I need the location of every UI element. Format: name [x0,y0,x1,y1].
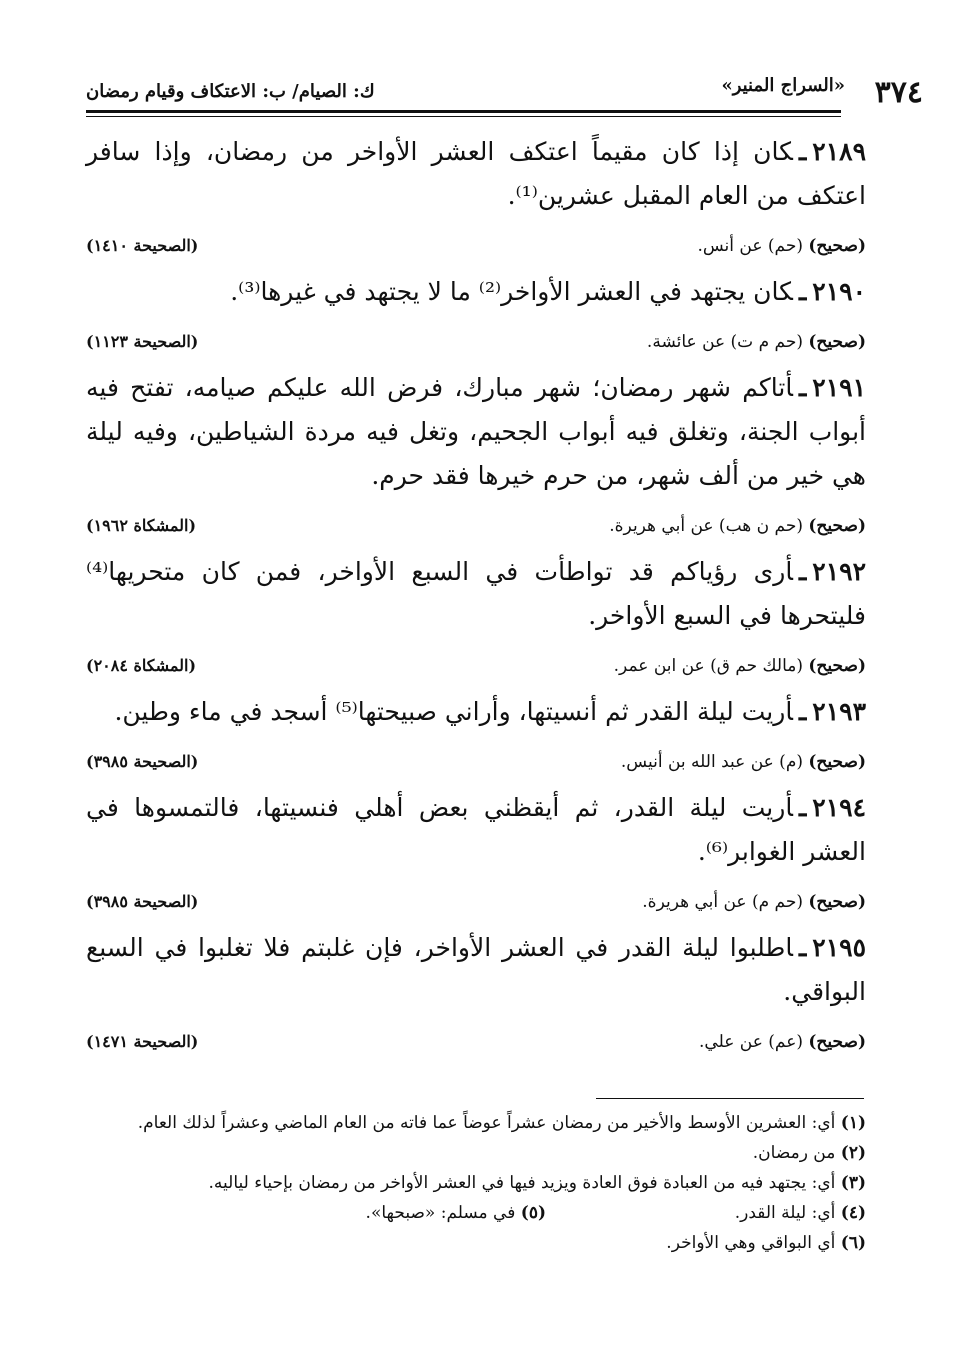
grade-line [86,746,866,778]
hadith-body: كان إذا كان مقيماً اعتكف العشر الأواخر من رمضان، وإذا سافر اعتكف من العام المقبل عشرين⁽¹⁾. [86,137,866,210]
hadith-body: اطلبوا ليلة القدر في العشر الأواخر، فإن غلبتم فلا تغلبوا في السبع البواقي. [86,933,866,1006]
hadith-body: أرى رؤياكم قد تواطأت في السبع الأواخر، فمن كان متحريها⁽⁴⁾ فليتحرها في السبع الأواخر. [86,557,866,630]
hadith-dash: ـ [798,793,807,822]
footnote-text: من رمضان. [752,1143,836,1163]
hadith-entry [86,270,866,358]
hadith-dash: ـ [798,557,807,586]
footnotes [86,1108,866,1258]
grade-line [86,886,866,918]
header-rule [86,110,841,113]
hadith-text [86,550,866,638]
hadith-number: ٢١٩٥ [812,933,866,962]
grade: (صحيح) [808,752,866,772]
footnote-number: (٤) [840,1203,866,1223]
hadith-dash: ـ [798,373,807,402]
footnote-6 [86,1228,866,1258]
reference: (الصحيحة ١٤١٠) [86,236,199,255]
grade-line [86,230,866,262]
footnote-5 [366,1198,546,1228]
hadith-text [86,926,866,1014]
hadith-number: ٢١٩١ [812,373,866,402]
reference: (الصحيحة ٣٩٨٥) [86,752,199,771]
source: (حم) عن أنس. [697,236,803,256]
hadith-text [86,786,866,874]
grade-source [614,650,866,682]
page-number: ٣٧٤ [874,75,923,110]
grade: (صحيح) [808,892,866,912]
source: (عم) عن علي. [699,1032,803,1052]
hadith-text [86,270,866,314]
hadith-body: أريت ليلة القدر، ثم أيقظني بعض أهلي فنسيتها، فالتمسوها في العشر الغوابر⁽⁶⁾. [86,793,866,866]
grade-source [642,886,866,918]
hadith-entry [86,130,866,262]
grade-line [86,326,866,358]
footnote-number: (٦) [840,1233,866,1253]
hadith-number: ٢١٩٣ [812,697,866,726]
footnote-separator [596,1098,864,1099]
hadith-entry [86,690,866,778]
footnote-row [86,1198,866,1228]
grade-source [699,1026,866,1058]
footnote-4 [735,1198,866,1228]
grade-source [697,230,866,262]
hadith-body: أريت ليلة القدر ثم أنسيتها، وأراني صبيحتها⁽⁵⁾ أسجد في ماء وطين. [114,697,793,726]
footnote-number: (٢) [840,1143,866,1163]
source: (حم ن هب) عن أبي هريرة. [609,516,803,536]
footnote-3 [86,1168,866,1198]
footnote-1 [86,1108,866,1168]
reference: (الصحيحة ٣٩٨٥) [86,892,199,911]
footnote-number: (٣) [840,1173,866,1193]
hadith-text [86,366,866,498]
hadith-body: أتاكم شهر رمضان؛ شهر مبارك، فرض الله عليكم صيامه، تفتح فيه أبواب الجنة، وتغلق فيه أبواب الجحيم، وتغل فيه مردة الشياطين، وفيه ليلة هي خير من ألف شهر، من حرم خيرها فقد حرم. [86,373,866,490]
reference: (الصحيحة ١١٢٣) [86,332,199,351]
hadith-number: ٢١٩٢ [812,557,866,586]
source: (م) عن عبد الله بن أنيس. [620,752,803,772]
hadith-text [86,130,866,218]
grade-source [609,510,866,542]
hadith-list [86,130,866,1066]
grade-line [86,510,866,542]
footnote-text: أي: العشرين الأوسط والأخير من رمضان عشراً عوضاً عما فاته من العام الماضي وعشراً لذلك العام. [137,1113,836,1133]
source: (حم م ت) عن عائشة. [646,332,803,352]
reference: (المشكاة ٢٠٨٤) [86,656,197,675]
footnote-text: أي: ليلة القدر. [734,1203,836,1223]
reference: (الصحيحة ١٤٧١) [86,1032,199,1051]
grade: (صحيح) [808,656,866,676]
hadith-number: ٢١٩٤ [812,793,866,822]
chapter-title: ك: الصيام/ ب: الاعتكاف وقيام رمضان [86,81,375,102]
grade: (صحيح) [808,1032,866,1052]
grade-source [621,746,866,778]
grade: (صحيح) [808,332,866,352]
grade-line [86,1026,866,1058]
grade-line [86,650,866,682]
grade-source [647,326,866,358]
hadith-entry [86,366,866,542]
footnote-text: في مسلم: «صبحها». [365,1203,516,1223]
grade: (صحيح) [808,236,866,256]
header-rule-thin [86,116,841,117]
hadith-text [86,690,866,734]
reference: (المشكاة ١٩٦٢) [86,516,197,535]
source: (حم م) عن أبي هريرة. [642,892,803,912]
book-title: «السراج المنير» [721,75,845,96]
footnote-number: (٥) [520,1203,546,1223]
grade: (صحيح) [808,516,866,536]
hadith-body: كان يجتهد في العشر الأواخر⁽²⁾ ما لا يجتهد في غيرها⁽³⁾. [230,277,793,306]
hadith-number: ٢١٨٩ [812,137,866,166]
page-header [86,74,923,110]
footnote-number: (١) [840,1113,866,1133]
hadith-dash: ـ [798,137,807,166]
hadith-dash: ـ [798,697,807,726]
source: (مالك حم ق) عن ابن عمر. [613,656,803,676]
hadith-dash: ـ [798,277,807,306]
hadith-entry [86,550,866,682]
hadith-dash: ـ [798,933,807,962]
footnote-text: أي البواقي وهي الأواخر. [666,1233,836,1253]
hadith-entry [86,926,866,1058]
hadith-entry [86,786,866,918]
hadith-number: ٢١٩٠ [812,277,866,306]
footnote-text: أي: يجتهد فيه من العبادة فوق العادة ويزيد فيها في العشر الأواخر من رمضان بإحياء لياليه. [208,1173,836,1193]
